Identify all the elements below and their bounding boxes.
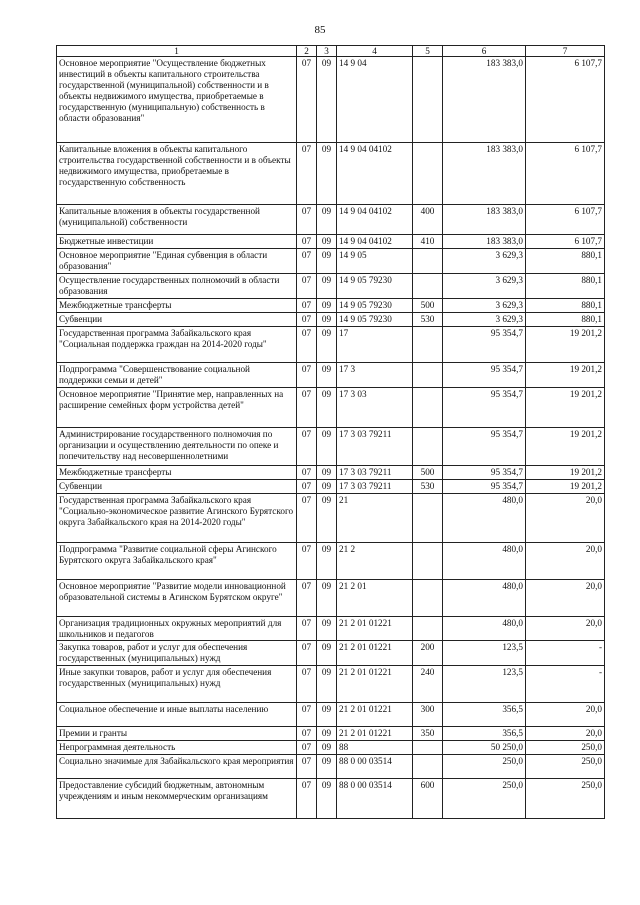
row-name-cell: Субвенции bbox=[57, 480, 297, 494]
table-row bbox=[57, 641, 605, 666]
expense-type-cell: 530 bbox=[413, 480, 443, 494]
subsection-code-cell: 09 bbox=[317, 741, 337, 755]
section-code-cell: 07 bbox=[297, 274, 317, 299]
amount-total-cell: 95 354,7 bbox=[443, 327, 526, 363]
subsection-code-cell: 09 bbox=[317, 494, 337, 543]
amount-second-cell: 19 201,2 bbox=[526, 363, 605, 388]
amount-second-cell: 250,0 bbox=[526, 755, 605, 779]
row-name-cell: Иные закупки товаров, работ и услуг для обеспечения государственных (муниципальных) нужд bbox=[57, 666, 297, 703]
expense-type-cell: 300 bbox=[413, 703, 443, 727]
table-row bbox=[57, 205, 605, 235]
target-article-cell: 88 0 00 03514 bbox=[337, 755, 413, 779]
target-article-cell: 17 3 bbox=[337, 363, 413, 388]
row-name-cell: Межбюджетные трансферты bbox=[57, 466, 297, 480]
expense-type-cell bbox=[413, 428, 443, 466]
amount-total-cell: 250,0 bbox=[443, 755, 526, 779]
table-body bbox=[57, 46, 605, 819]
section-code-cell: 07 bbox=[297, 727, 317, 741]
header-cell: 5 bbox=[413, 46, 443, 57]
subsection-code-cell: 09 bbox=[317, 703, 337, 727]
amount-second-cell: 880,1 bbox=[526, 274, 605, 299]
expense-type-cell bbox=[413, 617, 443, 641]
row-name-cell: Основное мероприятие "Развитие модели инновационной образовательной системы в Агинском Бурятском округе" bbox=[57, 580, 297, 617]
target-article-cell: 21 2 01 01221 bbox=[337, 703, 413, 727]
amount-total-cell: 183 383,0 bbox=[443, 57, 526, 143]
row-name-cell: Закупка товаров, работ и услуг для обеспечения государственных (муниципальных) нужд bbox=[57, 641, 297, 666]
section-code-cell: 07 bbox=[297, 363, 317, 388]
section-code-cell: 07 bbox=[297, 480, 317, 494]
expense-type-cell bbox=[413, 143, 443, 205]
table-row bbox=[57, 313, 605, 327]
expense-type-cell bbox=[413, 741, 443, 755]
row-name-cell: Основное мероприятие "Осуществление бюджетных инвестиций в объекты капитального строительства государственной (муниципальной) собственности и в объекты недвижимого имущества, приобретаемые в государственную (муниципальную) собственность в области образования" bbox=[57, 57, 297, 143]
expense-type-cell: 500 bbox=[413, 466, 443, 480]
target-article-cell: 14 9 05 79230 bbox=[337, 274, 413, 299]
amount-second-cell: 20,0 bbox=[526, 727, 605, 741]
target-article-cell: 88 bbox=[337, 741, 413, 755]
table-row bbox=[57, 480, 605, 494]
expense-type-cell bbox=[413, 249, 443, 274]
expense-type-cell: 600 bbox=[413, 779, 443, 819]
subsection-code-cell: 09 bbox=[317, 641, 337, 666]
header-cell: 1 bbox=[57, 46, 297, 57]
amount-total-cell: 95 354,7 bbox=[443, 388, 526, 428]
target-article-cell: 17 bbox=[337, 327, 413, 363]
row-name-cell: Государственная программа Забайкальского края "Социальная поддержка граждан на 2014-2020 годы" bbox=[57, 327, 297, 363]
expense-type-cell bbox=[413, 327, 443, 363]
target-article-cell: 21 2 01 01221 bbox=[337, 641, 413, 666]
table-row bbox=[57, 143, 605, 205]
amount-second-cell: 6 107,7 bbox=[526, 143, 605, 205]
expense-type-cell: 530 bbox=[413, 313, 443, 327]
table-row bbox=[57, 363, 605, 388]
header-cell: 6 bbox=[443, 46, 526, 57]
expense-type-cell: 350 bbox=[413, 727, 443, 741]
table-row bbox=[57, 428, 605, 466]
expense-type-cell bbox=[413, 363, 443, 388]
subsection-code-cell: 09 bbox=[317, 205, 337, 235]
section-code-cell: 07 bbox=[297, 741, 317, 755]
section-code-cell: 07 bbox=[297, 249, 317, 274]
target-article-cell: 14 9 05 79230 bbox=[337, 299, 413, 313]
row-name-cell: Государственная программа Забайкальского края "Социально-экономическое развитие Агинского Бурятского округа Забайкальского края на 2014-2020 годы" bbox=[57, 494, 297, 543]
amount-total-cell: 480,0 bbox=[443, 580, 526, 617]
table-row bbox=[57, 388, 605, 428]
table-row bbox=[57, 274, 605, 299]
subsection-code-cell: 09 bbox=[317, 143, 337, 205]
amount-total-cell: 3 629,3 bbox=[443, 249, 526, 274]
expense-type-cell: 500 bbox=[413, 299, 443, 313]
subsection-code-cell: 09 bbox=[317, 617, 337, 641]
expense-type-cell bbox=[413, 274, 443, 299]
amount-second-cell: - bbox=[526, 666, 605, 703]
expense-type-cell: 400 bbox=[413, 205, 443, 235]
section-code-cell: 07 bbox=[297, 388, 317, 428]
section-code-cell: 07 bbox=[297, 641, 317, 666]
section-code-cell: 07 bbox=[297, 779, 317, 819]
subsection-code-cell: 09 bbox=[317, 666, 337, 703]
section-code-cell: 07 bbox=[297, 703, 317, 727]
target-article-cell: 21 2 01 01221 bbox=[337, 666, 413, 703]
amount-total-cell: 250,0 bbox=[443, 779, 526, 819]
table-row bbox=[57, 580, 605, 617]
amount-total-cell: 356,5 bbox=[443, 727, 526, 741]
row-name-cell: Капитальные вложения в объекты государственной (муниципальной) собственности bbox=[57, 205, 297, 235]
section-code-cell: 07 bbox=[297, 235, 317, 249]
row-name-cell: Администрирование государственного полномочия по организации и осуществлению деятельности по опеке и попечительству над несовершеннолетними bbox=[57, 428, 297, 466]
subsection-code-cell: 09 bbox=[317, 779, 337, 819]
table-row bbox=[57, 466, 605, 480]
row-name-cell: Подпрограмма "Совершенствование социальной поддержки семьи и детей" bbox=[57, 363, 297, 388]
row-name-cell: Подпрограмма "Развитие социальной сферы Агинского Бурятского округа Забайкальского края" bbox=[57, 543, 297, 580]
row-name-cell: Межбюджетные трансферты bbox=[57, 299, 297, 313]
amount-second-cell: 19 201,2 bbox=[526, 327, 605, 363]
amount-second-cell: 250,0 bbox=[526, 741, 605, 755]
table-row bbox=[57, 779, 605, 819]
amount-second-cell: 19 201,2 bbox=[526, 428, 605, 466]
subsection-code-cell: 09 bbox=[317, 57, 337, 143]
subsection-code-cell: 09 bbox=[317, 466, 337, 480]
row-name-cell: Осуществление государственных полномочий в области образования bbox=[57, 274, 297, 299]
amount-total-cell: 183 383,0 bbox=[443, 235, 526, 249]
section-code-cell: 07 bbox=[297, 327, 317, 363]
header-cell: 4 bbox=[337, 46, 413, 57]
amount-total-cell: 3 629,3 bbox=[443, 313, 526, 327]
expense-type-cell bbox=[413, 580, 443, 617]
row-name-cell: Непрограммная деятельность bbox=[57, 741, 297, 755]
amount-second-cell: 6 107,7 bbox=[526, 205, 605, 235]
expense-type-cell bbox=[413, 543, 443, 580]
table-row bbox=[57, 755, 605, 779]
target-article-cell: 14 9 05 79230 bbox=[337, 313, 413, 327]
section-code-cell: 07 bbox=[297, 494, 317, 543]
expense-type-cell: 240 bbox=[413, 666, 443, 703]
table-row bbox=[57, 57, 605, 143]
subsection-code-cell: 09 bbox=[317, 327, 337, 363]
subsection-code-cell: 09 bbox=[317, 313, 337, 327]
header-cell: 7 bbox=[526, 46, 605, 57]
amount-second-cell: 19 201,2 bbox=[526, 466, 605, 480]
row-name-cell: Социально значимые для Забайкальского края мероприятия bbox=[57, 755, 297, 779]
table-row bbox=[57, 327, 605, 363]
expense-type-cell bbox=[413, 494, 443, 543]
table-row bbox=[57, 249, 605, 274]
row-name-cell: Основное мероприятие "Принятие мер, направленных на расширение семейных форм устройства детей" bbox=[57, 388, 297, 428]
expense-type-cell: 410 bbox=[413, 235, 443, 249]
amount-total-cell: 480,0 bbox=[443, 617, 526, 641]
subsection-code-cell: 09 bbox=[317, 543, 337, 580]
row-name-cell: Премии и гранты bbox=[57, 727, 297, 741]
amount-total-cell: 123,5 bbox=[443, 641, 526, 666]
row-name-cell: Субвенции bbox=[57, 313, 297, 327]
row-name-cell: Предоставление субсидий бюджетным, автономным учреждениям и иным некоммерческим организациям bbox=[57, 779, 297, 819]
target-article-cell: 17 3 03 79211 bbox=[337, 428, 413, 466]
section-code-cell: 07 bbox=[297, 143, 317, 205]
section-code-cell: 07 bbox=[297, 57, 317, 143]
page-number: 85 bbox=[314, 24, 326, 36]
table-row bbox=[57, 727, 605, 741]
row-name-cell: Социальное обеспечение и иные выплаты населению bbox=[57, 703, 297, 727]
amount-total-cell: 183 383,0 bbox=[443, 143, 526, 205]
amount-second-cell: 19 201,2 bbox=[526, 388, 605, 428]
target-article-cell: 17 3 03 bbox=[337, 388, 413, 428]
amount-total-cell: 95 354,7 bbox=[443, 466, 526, 480]
subsection-code-cell: 09 bbox=[317, 249, 337, 274]
amount-second-cell: 20,0 bbox=[526, 543, 605, 580]
subsection-code-cell: 09 bbox=[317, 727, 337, 741]
row-name-cell: Основное мероприятие "Единая субвенция в области образования" bbox=[57, 249, 297, 274]
amount-second-cell: - bbox=[526, 641, 605, 666]
amount-total-cell: 3 629,3 bbox=[443, 299, 526, 313]
table-row bbox=[57, 666, 605, 703]
target-article-cell: 21 bbox=[337, 494, 413, 543]
amount-second-cell: 6 107,7 bbox=[526, 57, 605, 143]
table-row bbox=[57, 235, 605, 249]
header-cell: 3 bbox=[317, 46, 337, 57]
section-code-cell: 07 bbox=[297, 299, 317, 313]
target-article-cell: 14 9 04 04102 bbox=[337, 143, 413, 205]
subsection-code-cell: 09 bbox=[317, 480, 337, 494]
amount-total-cell: 95 354,7 bbox=[443, 428, 526, 466]
subsection-code-cell: 09 bbox=[317, 363, 337, 388]
subsection-code-cell: 09 bbox=[317, 755, 337, 779]
table-row bbox=[57, 741, 605, 755]
amount-total-cell: 50 250,0 bbox=[443, 741, 526, 755]
target-article-cell: 14 9 05 bbox=[337, 249, 413, 274]
amount-second-cell: 880,1 bbox=[526, 313, 605, 327]
target-article-cell: 21 2 01 01221 bbox=[337, 727, 413, 741]
subsection-code-cell: 09 bbox=[317, 580, 337, 617]
amount-total-cell: 95 354,7 bbox=[443, 363, 526, 388]
amount-total-cell: 123,5 bbox=[443, 666, 526, 703]
target-article-cell: 88 0 00 03514 bbox=[337, 779, 413, 819]
section-code-cell: 07 bbox=[297, 580, 317, 617]
row-name-cell: Капитальные вложения в объекты капитального строительства государственной собственности и в объекты недвижимого имущества, приобретаемые в государственную собственность bbox=[57, 143, 297, 205]
amount-second-cell: 880,1 bbox=[526, 249, 605, 274]
header-cell: 2 bbox=[297, 46, 317, 57]
section-code-cell: 07 bbox=[297, 313, 317, 327]
subsection-code-cell: 09 bbox=[317, 388, 337, 428]
target-article-cell: 14 9 04 04102 bbox=[337, 205, 413, 235]
target-article-cell: 17 3 03 79211 bbox=[337, 466, 413, 480]
expense-type-cell bbox=[413, 388, 443, 428]
budget-table bbox=[56, 45, 605, 819]
amount-second-cell: 19 201,2 bbox=[526, 480, 605, 494]
section-code-cell: 07 bbox=[297, 755, 317, 779]
section-code-cell: 07 bbox=[297, 205, 317, 235]
target-article-cell: 21 2 01 01221 bbox=[337, 617, 413, 641]
table-row bbox=[57, 299, 605, 313]
amount-second-cell: 20,0 bbox=[526, 494, 605, 543]
section-code-cell: 07 bbox=[297, 543, 317, 580]
amount-second-cell: 6 107,7 bbox=[526, 235, 605, 249]
subsection-code-cell: 09 bbox=[317, 235, 337, 249]
amount-total-cell: 480,0 bbox=[443, 494, 526, 543]
table-row bbox=[57, 494, 605, 543]
target-article-cell: 21 2 bbox=[337, 543, 413, 580]
amount-total-cell: 3 629,3 bbox=[443, 274, 526, 299]
subsection-code-cell: 09 bbox=[317, 274, 337, 299]
amount-second-cell: 880,1 bbox=[526, 299, 605, 313]
expense-type-cell bbox=[413, 57, 443, 143]
section-code-cell: 07 bbox=[297, 617, 317, 641]
amount-second-cell: 20,0 bbox=[526, 617, 605, 641]
target-article-cell: 14 9 04 bbox=[337, 57, 413, 143]
target-article-cell: 17 3 03 79211 bbox=[337, 480, 413, 494]
table-row bbox=[57, 703, 605, 727]
subsection-code-cell: 09 bbox=[317, 428, 337, 466]
amount-second-cell: 20,0 bbox=[526, 580, 605, 617]
amount-total-cell: 95 354,7 bbox=[443, 480, 526, 494]
subsection-code-cell: 09 bbox=[317, 299, 337, 313]
expense-type-cell bbox=[413, 755, 443, 779]
amount-total-cell: 480,0 bbox=[443, 543, 526, 580]
amount-total-cell: 183 383,0 bbox=[443, 205, 526, 235]
section-code-cell: 07 bbox=[297, 666, 317, 703]
target-article-cell: 14 9 04 04102 bbox=[337, 235, 413, 249]
section-code-cell: 07 bbox=[297, 466, 317, 480]
row-name-cell: Бюджетные инвестиции bbox=[57, 235, 297, 249]
table-header-row bbox=[57, 46, 605, 57]
row-name-cell: Организация традиционных окружных мероприятий для школьников и педагогов bbox=[57, 617, 297, 641]
amount-total-cell: 356,5 bbox=[443, 703, 526, 727]
target-article-cell: 21 2 01 bbox=[337, 580, 413, 617]
table-row bbox=[57, 617, 605, 641]
expense-type-cell: 200 bbox=[413, 641, 443, 666]
amount-second-cell: 250,0 bbox=[526, 779, 605, 819]
section-code-cell: 07 bbox=[297, 428, 317, 466]
amount-second-cell: 20,0 bbox=[526, 703, 605, 727]
table-row bbox=[57, 543, 605, 580]
